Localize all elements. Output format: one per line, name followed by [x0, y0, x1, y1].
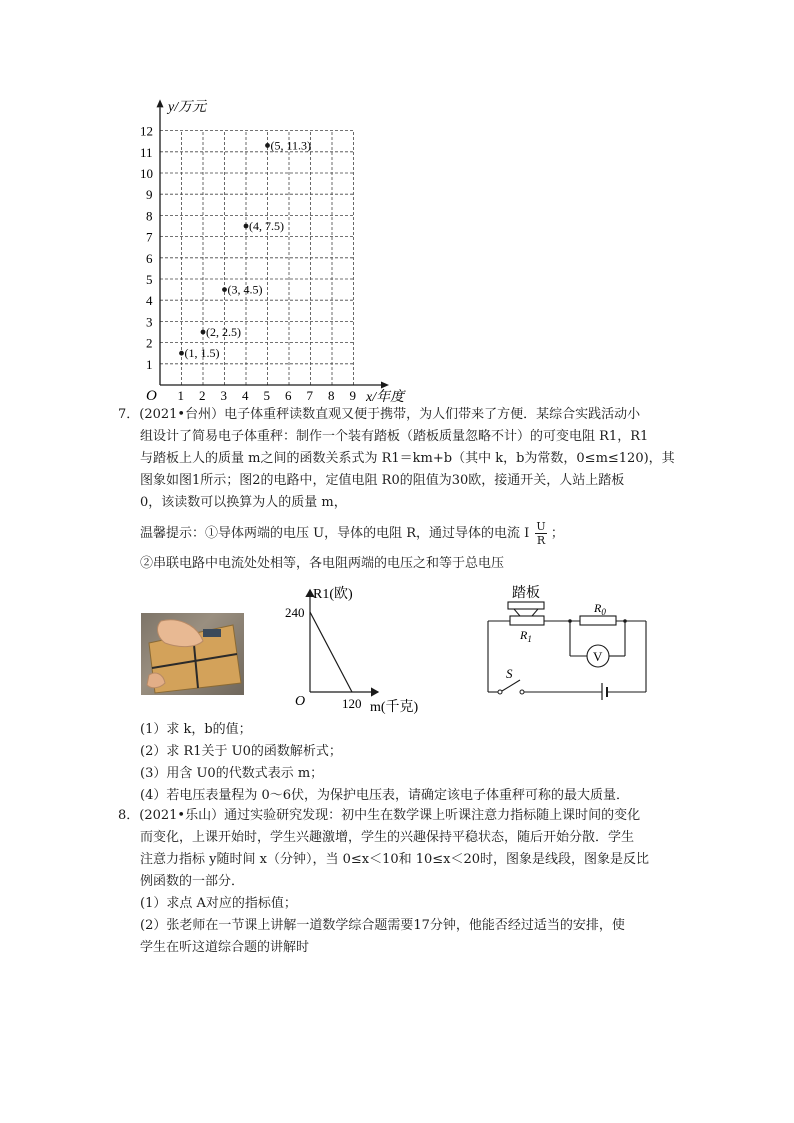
- r1-label: $R_1$: [520, 628, 532, 644]
- r0-resistor: [580, 616, 616, 625]
- y-tick-label: 7: [146, 229, 153, 245]
- y-tick-label: 1: [146, 356, 153, 372]
- question-7: [118, 404, 678, 514]
- chart-y-axis-label: y/万元: [168, 100, 207, 115]
- x-tick-label: 3: [220, 388, 227, 403]
- x-tick-label: 9: [349, 388, 356, 403]
- y-axis-arrow: [157, 99, 164, 107]
- hint-1-text: 温馨提示：①导体两端的电压 U，导体的电阻 R，通过导体的电流 I: [140, 526, 530, 541]
- voltmeter-label: V: [593, 649, 603, 664]
- r1-graph-x-value: 120: [342, 696, 362, 711]
- data-point-label: (5, 11.3): [270, 138, 312, 153]
- r1-graph-y-value: 240: [285, 605, 305, 620]
- r0-label: $R_0$: [594, 601, 606, 617]
- r1-graph-origin: O: [295, 694, 306, 709]
- q8-line: 注意力指标 y随时间 x（分钟），当 0≤x＜10和 10≤x＜20时，图象是线段，图象是反比: [140, 852, 650, 867]
- y-tick-label: 3: [146, 314, 153, 330]
- r1-graph-y-label: R1(欧): [313, 587, 353, 602]
- y-tick-label: 2: [146, 335, 153, 351]
- data-point-label: (4, 7.5): [249, 219, 284, 233]
- chart-points: [179, 138, 311, 360]
- q7-sub: (1）求 k，b的值；: [140, 722, 252, 737]
- y-tick-label: 8: [146, 208, 153, 224]
- q8-line: (1）求点 A对应的指标值；: [140, 896, 297, 911]
- q8-line: 8．(2021•乐山）通过实验研究发现：初中生在数学课上听课注意力指标随上课时间的变化: [118, 808, 641, 823]
- x-tick-label: 2: [199, 388, 206, 403]
- q7-subquestions: [140, 719, 629, 807]
- q7-hint-2: ②串联电路中电流处处相等，各电阻两端的电压之和等于总电压: [140, 556, 505, 571]
- y-tick-label: 4: [146, 293, 153, 309]
- data-point: [265, 143, 270, 148]
- pedal-label: 踏板: [512, 586, 540, 601]
- q8-line: 学生在听这道综合题的讲解时: [140, 940, 310, 955]
- y-tick-label: 6: [146, 250, 153, 266]
- y-tick-label: 11: [140, 144, 153, 160]
- chart-x-axis-label: x/年度: [366, 390, 405, 405]
- scatter-chart: [130, 95, 420, 410]
- q8-line: 例函数的一部分．: [140, 874, 245, 889]
- q7-sub: (2）求 R1关于 U0的函数解析式；: [140, 744, 342, 759]
- data-point: [244, 224, 249, 229]
- pedal: [508, 602, 544, 609]
- r1-m-graph: [280, 582, 430, 717]
- data-point-label: (2, 2.5): [206, 325, 241, 339]
- hint-1-fraction: [535, 520, 546, 547]
- q7-line: 7．(2021•台州）电子体重秤读数直观又便于携带，为人们带来了方便．某综合实践活动小: [118, 407, 641, 422]
- q8-line: 而变化，上课开始时，学生兴趣激增，学生的兴趣保持平稳状态，随后开始分散．学生: [140, 830, 635, 845]
- x-axis-arrow: [381, 382, 389, 389]
- q7-sub: (4）若电压表量程为 0～6伏，为保护电压表，请确定该电子体重秤可称的最大质量．: [140, 788, 630, 803]
- hint-1-end: ；: [550, 526, 564, 541]
- circuit-diagram: [480, 582, 655, 700]
- chart-tick-labels: [140, 124, 356, 403]
- data-point: [201, 330, 206, 335]
- x-tick-label: 1: [177, 388, 184, 403]
- scale-photo-illustration: [141, 613, 244, 695]
- x-tick-label: 7: [306, 388, 313, 403]
- question-8: [118, 805, 688, 959]
- data-point-label: (1, 1.5): [184, 346, 220, 361]
- scale-photo: [141, 613, 244, 695]
- fraction-numerator: U: [536, 520, 546, 533]
- y-tick-label: 10: [140, 166, 153, 181]
- data-point-label: (3, 4.5): [227, 282, 263, 297]
- x-tick-label: 5: [263, 388, 270, 403]
- q7-line: 0，该读数可以换算为人的质量 m，: [140, 495, 347, 510]
- switch: [502, 680, 520, 691]
- y-tick-label: 9: [146, 187, 153, 203]
- x-tick-label: 6: [285, 388, 292, 403]
- switch-label: S: [506, 666, 513, 681]
- r1-resistor: [510, 616, 544, 625]
- x-tick-label: 8: [328, 388, 335, 403]
- q7-line: 与踏板上人的质量 m之间的函数关系式为 R1＝km+b（其中 k，b为常数，0≤m≤120)，其: [140, 451, 675, 466]
- r1-graph-x-label: m(千克): [370, 700, 419, 715]
- data-point: [222, 287, 227, 292]
- fraction-denominator: R: [536, 534, 546, 547]
- data-point: [179, 351, 184, 356]
- y-tick-label: 5: [146, 272, 153, 287]
- q7-line: 图象如图1所示；图2的电路中，定值电阻 R0的阻值为30欧，接通开关，人站上踏板: [140, 473, 625, 488]
- q7-line: 组设计了简易电子体重秤：制作一个装有踏板（踏板质量忽略不计）的可变电阻 R1，R1: [140, 429, 649, 444]
- y-tick-label: 12: [140, 123, 153, 139]
- r1-function-line: [310, 612, 352, 692]
- q7-hint-1: [140, 520, 564, 547]
- x-tick-label: 4: [242, 388, 249, 403]
- q8-line: (2）张老师在一节课上讲解一道数学综合题需要17分钟，他能否经过适当的安排，使: [140, 918, 625, 933]
- chart-origin-label: O: [146, 388, 157, 404]
- q7-sub: (3）用含 U0的代数式表示 m；: [140, 766, 324, 781]
